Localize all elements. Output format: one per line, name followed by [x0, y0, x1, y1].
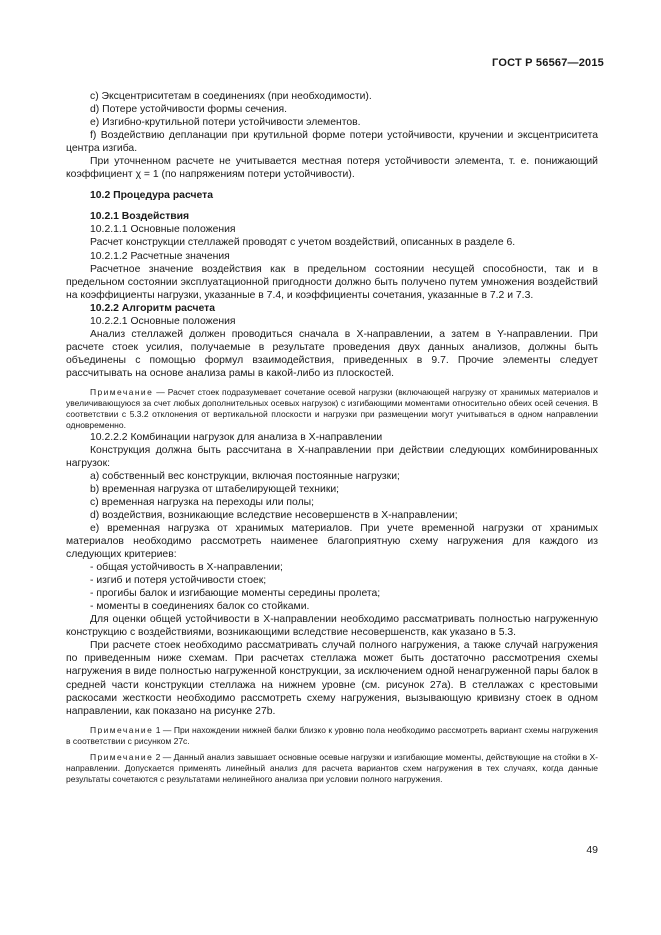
paragraph-overall-stability: Для оценки общей устойчивости в X-направлении необходимо рассматривать полностью нагруженную конструкцию с воздействиями, возникающими вследствие несовершенств, как указано в 5.3.	[66, 614, 598, 639]
paragraph-actions: Расчет конструкции стеллажей проводят с учетом воздействий, описанных в разделе 6.	[90, 237, 516, 249]
list-item-c2: c) временная нагрузка на переходы или полы;	[90, 496, 315, 508]
criteria-item-stability: - общая устойчивость в X-направлении;	[90, 562, 283, 574]
paragraph-upright-calculation: При расчете стоек необходимо рассматривать случай полного нагружения, а также случай нагружения по приведенным ниже схемам. При расчетах стеллажа может быть достаточно рассмотрения схемы нагружения в виде полностью нагруженной конструкции, за исключением одной ненагруженной пары балок в средней части конструкции стеллажа на нижнем уровне (см. рисунок 27а). В стеллажах с крестовыми раскосами жесткости необходимо рассмотреть схему нагружения, вызывающую кривизну стоек в одном направлении, как показано на рисунке 27b.	[66, 640, 598, 717]
section-heading-10-2: 10.2 Процедура расчета	[90, 190, 213, 202]
subsection-heading-10-2-1-1: 10.2.1.1 Основные положения	[90, 224, 236, 236]
paragraph-load-combinations: Конструкция должна быть рассчитана в X-направлении при действии следующих комбинированных нагрузок:	[66, 444, 598, 469]
section-heading-10-2-2: 10.2.2 Алгоритм расчета	[90, 302, 215, 314]
note-text: 1 — При нахождении нижней балки близко к уровню пола необходимо рассмотреть вариант схемы нагружения в соответствии с рисунком 27с.	[66, 724, 598, 746]
list-item-b: b) временная нагрузка от штабелирующей техники;	[90, 483, 340, 495]
list-item-d2: d) воздействия, возникающие вследствие несовершенств в X-направлении;	[90, 509, 458, 521]
note-1	[66, 387, 598, 431]
note-label: Примечание	[90, 386, 154, 397]
list-item-d: d) Потере устойчивости формы сечения.	[90, 104, 288, 116]
note-text: 2 — Данный анализ завышает основные осевые нагрузки и изгибающие моменты, действующие на стойки в X-направлении. Допускается применять линейный анализ для расчета вариантов схем нагружения в тех случаях, когда данные результаты сочетаются с результатами нелинейного анализа при условии полного нагружения.	[66, 752, 598, 785]
section-heading-10-2-1: 10.2.1 Воздействия	[90, 211, 190, 223]
criteria-item-bending: - изгиб и потеря устойчивости стоек;	[90, 575, 267, 587]
paragraph-design-values: Расчетное значение воздействия как в предельном состоянии несущей способности, так и в предельном состоянии эксплуатационной пригодности должно быть получено путем умножения воздействий на коэффициенты нагрузки, указанные в 7.4, и коэффициенты сочетания, указанные в 7.2 и 7.3.	[66, 263, 598, 301]
list-item-c: c) Эксцентриситетам в соединениях (при необходимости).	[90, 91, 372, 102]
page-number: 49	[586, 844, 598, 856]
note-2	[66, 725, 598, 747]
criteria-item-deflections: - прогибы балок и изгибающие моменты середины пролета;	[90, 588, 381, 600]
subsection-heading-10-2-2-1: 10.2.2.1 Основные положения	[90, 315, 236, 327]
list-item-a: a) собственный вес конструкции, включая постоянные нагрузки;	[90, 470, 400, 482]
note-label: Примечание	[90, 752, 154, 763]
list-item-e: e) Изгибно-крутильной потери устойчивости элементов.	[90, 117, 361, 129]
criteria-item-moments: - моменты в соединениях балок со стойками.	[90, 601, 310, 613]
subsection-heading-10-2-1-2: 10.2.1.2 Расчетные значения	[90, 250, 230, 262]
paragraph-refined-calculation: При уточненном расчете не учитывается местная потеря устойчивости элемента, т. е. понижающий коэффициент χ = 1 (по напряжениям потери устойчивости).	[66, 156, 598, 181]
paragraph-analysis-order: Анализ стеллажей должен проводиться сначала в X-направлении, а затем в Y-направлении. При расчете стоек усилия, получаемые в результате проведения двух данных анализов, должны быть объединены с помощью формул взаимодействия, приведенных в 9.7. Прочие элементы следует рассчитывать на основе анализа рамы в какой-либо из плоскостей.	[66, 328, 598, 379]
document-body	[66, 90, 598, 785]
document-header: ГОСТ Р 56567—2015	[492, 57, 604, 69]
list-item-e2: e) временная нагрузка от хранимых материалов. При учете временной нагрузки от хранимых материалов необходимо рассмотреть наименее благоприятную схему нагружения для каждого из следующих критериев:	[66, 522, 598, 561]
subsection-heading-10-2-2-2: 10.2.2.2 Комбинации нагрузок для анализа в X-направлении	[90, 431, 383, 443]
note-3	[66, 752, 598, 785]
note-label: Примечание	[90, 724, 154, 735]
note-text: — Расчет стоек подразумевает сочетание осевой нагрузки (включающей нагрузку от хранимых материалов и увеличивающуюся за счет любых дополнительных осевых нагрузок) с изгибающими моментами относительно обеих осей сечения. В соответствии с 5.3.2 отклонения от вертикальной плоскости и нагрузки при размещении могут учитываться в одном направлении одновременно.	[66, 386, 598, 430]
list-item-f: f) Воздействию депланации при крутильной форме потери устойчивости, кручении и эксцентриситета центра изгиба.	[66, 130, 598, 155]
